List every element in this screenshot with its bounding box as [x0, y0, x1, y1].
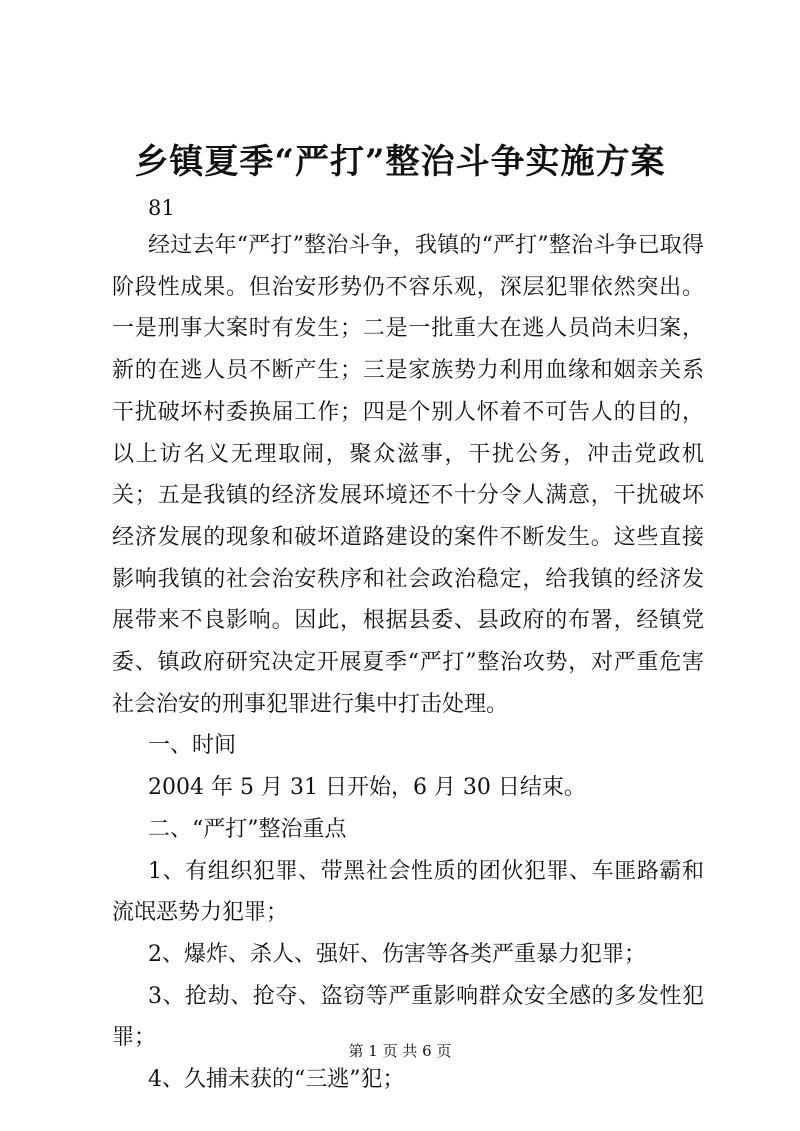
section-heading-focus: 二、“严打”整治重点	[148, 816, 347, 842]
section-heading-time: 一、时间	[148, 733, 237, 759]
list-item-3: 3、抢劫、抢夺、盗窃等严重影响群众安全感的多发性犯罪；	[112, 983, 704, 1051]
list-item-4: 4、久捕未获的“三逃”犯；	[148, 1067, 405, 1093]
document-number: 81	[148, 196, 175, 220]
document-body	[112, 225, 704, 1101]
list-item-2: 2、爆炸、杀人、强奸、伤害等各类严重暴力犯罪；	[148, 941, 646, 967]
paragraph-intro: 经过去年“严打”整治斗争，我镇的“严打”整治斗争已取得阶段性成果。但治安形势仍不容乐观，深层犯罪依然突出。一是刑事大案时有发生；二是一批重大在逃人员尚未归案，新的在逃人员不断产生；三是家族势力利用血缘和姻亲关系干扰破坏村委换届工作；四是个别人怀着不可告人的目的，以上访名义无理取闹，聚众滋事，干扰公务，冲击党政机关；五是我镇的经济发展环境还不十分令人满意，干扰破坏经济发展的现象和破坏道路建设的案件不断发生。这些直接影响我镇的社会治安秩序和社会政治稳定，给我镇的经济发展带来不良影响。因此，根据县委、县政府的布署，经镇党委、镇政府研究决定开展夏季“严打”整治攻势，对严重危害社会治安的刑事犯罪进行集中打击处理。	[112, 233, 704, 717]
paragraph-time: 2004 年 5 月 31 日开始，6 月 30 日结束。	[148, 775, 586, 801]
list-item-1: 1、有组织犯罪、带黑社会性质的团伙犯罪、车匪路霸和流氓恶势力犯罪；	[112, 858, 704, 926]
page-footer: 第 1 页 共 6 页	[348, 1042, 452, 1060]
document-title: 乡镇夏季“严打”整治斗争实施方案	[134, 142, 666, 182]
